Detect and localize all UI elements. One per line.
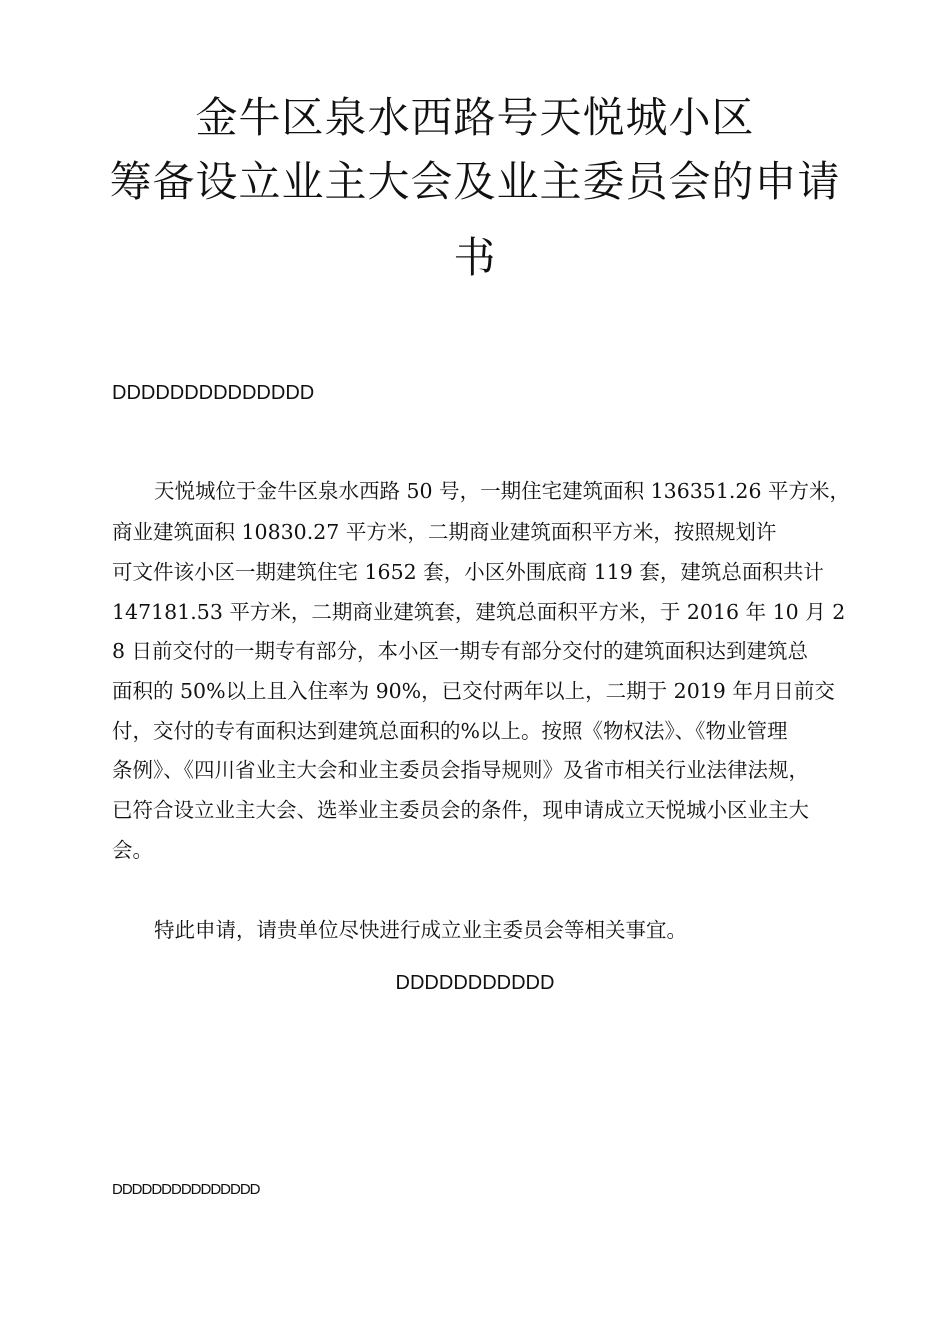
body-line: 条例》、《四川省业主大会和业主委员会指导规则》及省市相关行业法律法规， xyxy=(112,758,809,782)
body-line: 8 日前交付的一期专有部分，本小区一期专有部分交付的建筑面积达到建筑总 xyxy=(112,639,809,663)
body-line: 面积的 50%以上且入住率为 90%，已交付两年以上，二期于 2019 年月日前交 xyxy=(112,679,835,703)
body-line: 付，交付的专有面积达到建筑总面积的%以上。按照《物权法》、《物业管理 xyxy=(112,719,788,743)
title-line-3: 书 xyxy=(453,233,497,282)
signature: DDDDDDDDDDD xyxy=(395,972,555,994)
body-line: 147181.53 平方米，二期商业建筑套，建筑总面积平方米，于 2016 年 10 月 2 xyxy=(112,600,846,624)
body-line: 可文件该小区一期建筑住宅 1652 套，小区外围底商 119 套，建筑总面积共计 xyxy=(112,560,824,584)
body-line: 天悦城位于金牛区泉水西路 50 号，一期住宅建筑面积 136351.26 平方米， xyxy=(154,479,851,503)
body-line: 已符合设立业主大会、选举业主委员会的条件，现申请成立天悦城小区业主大 xyxy=(112,798,809,822)
date: DDDDDDDDDDDDDDD xyxy=(112,1181,260,1198)
addressee: DDDDDDDDDDDDDD xyxy=(112,382,315,404)
body-line: 会。 xyxy=(112,838,153,862)
body-line: 商业建筑面积 10830.27 平方米，二期商业建筑面积平方米，按照规划许 xyxy=(112,520,777,544)
title-line-1: 金牛区泉水西路号天悦城小区 xyxy=(195,93,755,142)
closing-sentence: 特此申请，请贵单位尽快进行成立业主委员会等相关事宜。 xyxy=(154,918,687,942)
title-line-2: 筹备设立业主大会及业主委员会的申请 xyxy=(109,157,841,206)
